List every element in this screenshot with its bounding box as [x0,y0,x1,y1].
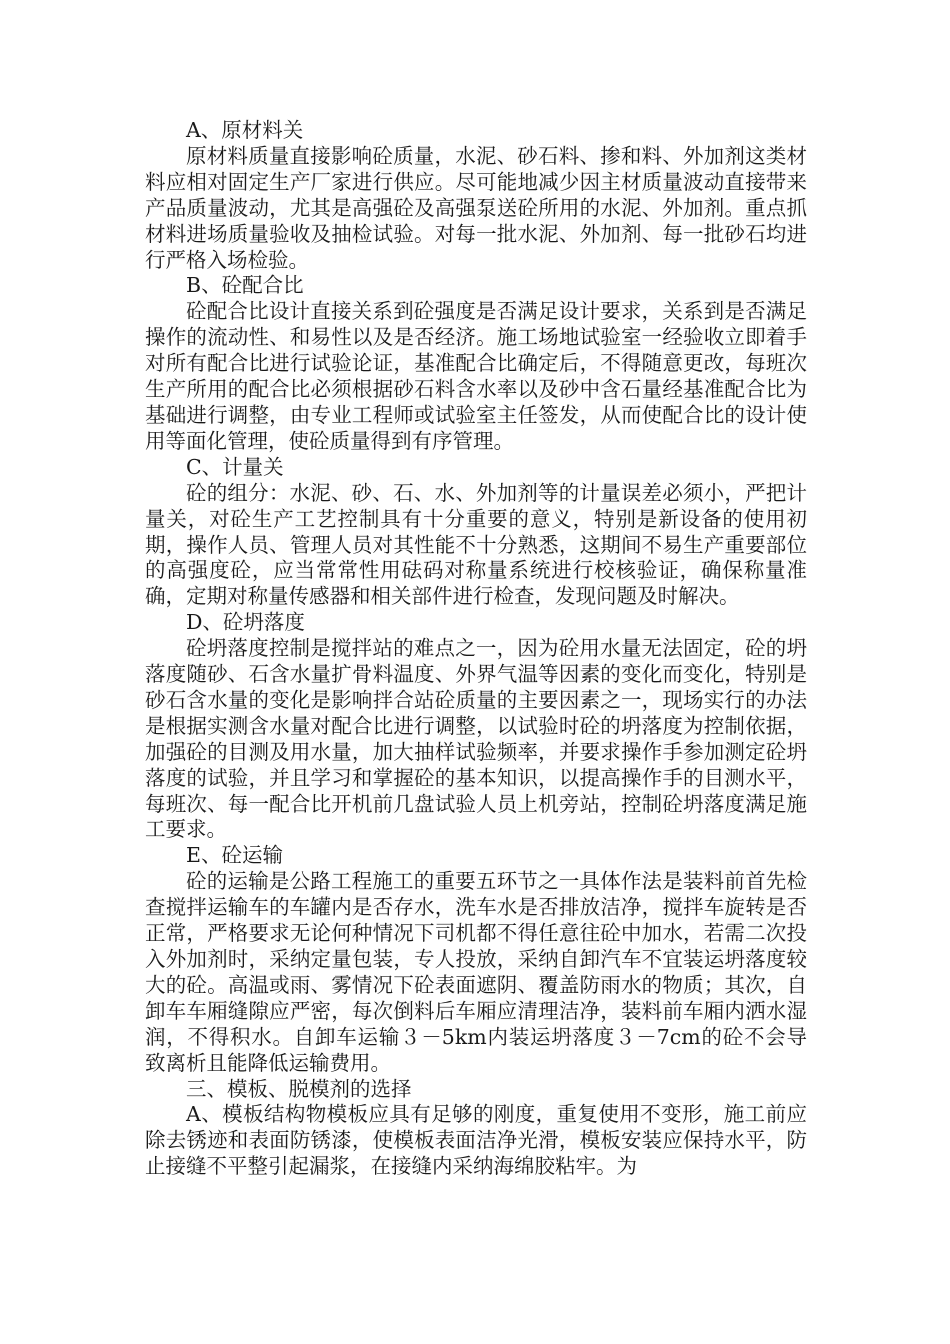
section-body-transport: 砼的运输是公路工程施工的重要五环节之一具体作法是装料前首先检查搅拌运输车的车罐内是否存水，洗车水是否排放洁净，搅拌车旋转是否正常，严格要求无论何种情况下司机都不得任意往砼中加水，若需二次投入外加剂时，采纳定量包装，专人投放，采纳自卸汽车不宜装运坍落度较大的砼。高温或雨、雾情况下砼表面遮阴、覆盖防雨水的物质；其次，自卸车车厢缝隙应严密，每次倒料后车厢应清理洁净，装料前车厢内洒水湿润，不得积水。自卸车运输３－5km内装运坍落度３－7cm的砼不会导致离析且能降低运输费用。 [145,869,807,1075]
section-heading-formwork: 三、模板、脱模剂的选择 [186,1076,412,1101]
section-heading-metering: C、计量关 [186,454,284,479]
section-body-formwork: A、模板结构物模板应具有足够的刚度，重复使用不变形，施工前应除去锈迹和表面防锈漆，使模板表面洁净光滑，模板安装应保持水平，防止接缝不平整引起漏浆，在接缝内采纳海绵胶粘牢。为 [145,1102,807,1179]
section-body-mix-ratio: 砼配合比设计直接关系到砼强度是否满足设计要求，关系到是否满足操作的流动性、和易性以及是否经济。施工场地试验室一经验收立即着手对所有配合比进行试验论证，基准配合比确定后，不得随意更改，每班次生产所用的配合比必须根据砂石料含水率以及砂中含石量经基准配合比为基础进行调整，由专业工程师或试验室主任签发，从而使配合比的设计使用等面化管理，使砼质量得到有序管理。 [145,299,807,453]
section-heading-mix-ratio: B、砼配合比 [186,273,304,298]
document-page [145,118,807,1180]
section-heading-transport: E、砼运输 [186,843,283,868]
section-body-raw-materials: 原材料质量直接影响砼质量，水泥、砂石料、掺和料、外加剂这类材料应相对固定生产厂家进行供应。尽可能地减少因主材质量波动直接带来产品质量波动，尤其是高强砼及高强泵送砼所用的水泥、外加剂。重点抓材料进场质量验收及抽检试验。对每一批水泥、外加剂、每一批砂石均进行严格入场检验。 [145,143,807,272]
section-body-metering: 砼的组分：水泥、砂、石、水、外加剂等的计量误差必须小，严把计量关，对砼生产工艺控制具有十分重要的意义，特别是新设备的使用初期，操作人员、管理人员对其性能不十分熟悉，这期间不易生产重要部位的高强度砼，应当常常性用砝码对称量系统进行校核验证，确保称量准确，定期对称量传感器和相关部件进行检查，发现问题及时解决。 [145,480,807,609]
section-heading-slump: D、砼坍落度 [186,610,305,635]
section-body-slump: 砼坍落度控制是搅拌站的难点之一，因为砼用水量无法固定，砼的坍落度随砂、石含水量扩骨料温度、外界气温等因素的变化而变化，特别是砂石含水量的变化是影响拌合站砼质量的主要因素之一，现场实行的办法是根据实测含水量对配合比进行调整，以试验时砼的坍落度为控制依据，加强砼的目测及用水量，加大抽样试验频率，并要求操作手参加测定砼坍落度的试验，并且学习和掌握砼的基本知识，以提高操作手的目测水平，每班次、每一配合比开机前几盘试验人员上机旁站，控制砼坍落度满足施工要求。 [145,636,807,842]
section-heading-raw-materials: A、原材料关 [186,118,304,142]
